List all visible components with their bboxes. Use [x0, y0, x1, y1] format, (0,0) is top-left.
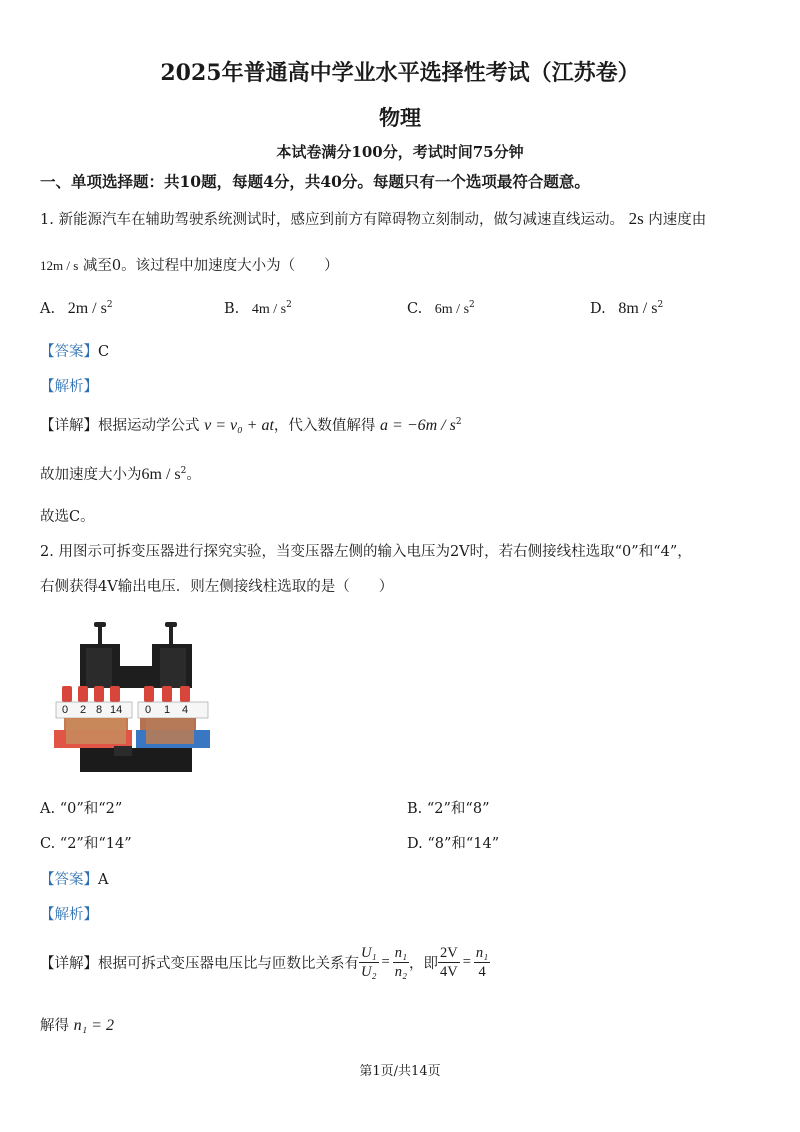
q2-option-b[interactable]	[407, 797, 489, 818]
detail-text: 根据运动学公式	[98, 418, 200, 434]
exam-title: 2025年普通高中学业水平选择性考试（江苏卷）	[160, 60, 640, 86]
option-letter: B.	[224, 300, 240, 317]
q1-conclusion: 故选C。	[40, 509, 95, 525]
answer-value: C	[98, 344, 110, 360]
q2-analysis-tag: 【解析】	[40, 907, 98, 923]
fraction-denominator: 4V	[440, 963, 458, 980]
option-text: “2”和“8”	[426, 801, 490, 817]
solve-value: n₁ = 2	[73, 1017, 114, 1034]
exam-info: 本试卷满分100分，考试时间75分钟	[276, 143, 524, 161]
q2-stem-line1: 2. 用图示可拆变压器进行探究实验，当变压器左侧的输入电压为2V时，若右侧接线柱选取“0”和“4”，	[40, 544, 692, 560]
q2-option-d[interactable]	[407, 832, 499, 853]
answer-tag: 【答案】	[40, 344, 98, 360]
solve-text: 解得	[40, 1018, 69, 1034]
answer-tag: 【答案】	[40, 872, 98, 888]
fraction-numerator: n₁	[394, 944, 407, 961]
option-letter: C.	[407, 300, 423, 317]
answer-value: A	[98, 872, 109, 888]
q1-option-c[interactable]	[407, 300, 475, 318]
q1-stem-line1	[40, 208, 706, 229]
option-value: 8m / s	[618, 300, 658, 317]
q1-answer	[40, 340, 109, 361]
q1-option-b[interactable]	[224, 300, 292, 318]
option-text: “2”和“14”	[59, 836, 132, 852]
fraction-numerator: n₁	[475, 944, 489, 961]
detail-mid: ，即	[409, 955, 438, 972]
magnitude-value: 6m / s	[141, 466, 181, 483]
q1-detail	[40, 414, 462, 435]
fraction-numerator: 2V	[440, 944, 458, 961]
option-exp: 2	[106, 300, 113, 311]
option-letter: D.	[407, 836, 423, 852]
option-letter: A.	[40, 801, 56, 817]
acceleration-result: a = −6m / s	[380, 417, 456, 434]
left-terminal-label-14: 14	[110, 704, 123, 716]
q1-option-d[interactable]	[590, 300, 663, 318]
option-letter: D.	[590, 301, 606, 317]
q1-time: 2s	[628, 209, 644, 228]
magnitude-text: 故加速度大小为	[40, 467, 142, 483]
fraction-numerator: U₁	[361, 944, 377, 961]
voltage-ratio-fraction	[359, 944, 379, 981]
turns-value-fraction	[474, 944, 490, 981]
transformer-illustration	[52, 618, 210, 776]
q2-option-a[interactable]	[40, 797, 122, 818]
voltage-value-fraction	[438, 944, 460, 981]
equals-sign: =	[381, 953, 390, 970]
option-exp: 2	[286, 300, 292, 310]
left-terminal-label-2: 2	[80, 704, 87, 716]
q1-stem-line2	[40, 254, 339, 275]
q1-stem-text: 1. 新能源汽车在辅助驾驶系统测试时，感应到前方有障碍物立刻制动，做匀减速直线运动。	[40, 212, 624, 228]
detail-mid: ，代入数值解得	[273, 418, 376, 434]
q2-answer	[40, 868, 108, 889]
magnitude-end: 。	[186, 467, 201, 483]
right-terminal-label-1: 1	[164, 704, 171, 716]
q2-solve	[40, 1014, 114, 1035]
right-terminal-label-0: 0	[145, 704, 152, 716]
option-text: “8”和“14”	[427, 836, 500, 852]
option-value: 2m / s	[67, 300, 107, 317]
exam-subject: 物理	[379, 105, 421, 130]
detail-text: 根据可拆式变压器电压比与匝数比关系有	[98, 955, 359, 972]
kinematics-formula: v = v₀ + at	[204, 417, 274, 434]
option-exp: 2	[657, 300, 664, 311]
detail-tag: 【详解】	[40, 955, 98, 972]
option-value: 6m / s	[434, 301, 470, 317]
q1-option-a[interactable]	[40, 300, 113, 318]
section-heading: 一、单项选择题：共10题，每题4分，共40分。每题只有一个选项最符合题意。	[40, 172, 590, 191]
turns-ratio-fraction	[393, 944, 409, 981]
q1-speed: 12m / s	[40, 258, 79, 273]
fraction-denominator: n₂	[394, 963, 407, 980]
option-text: “0”和“2”	[59, 801, 123, 817]
option-letter: B.	[407, 801, 423, 817]
fraction-denominator: 4	[478, 963, 486, 980]
left-terminal-label-0: 0	[62, 704, 69, 716]
q1-stem-text-b: 内速度由	[648, 212, 707, 228]
result-exp: 2	[455, 417, 462, 428]
page-number: 第1页/共14页	[359, 1064, 441, 1079]
option-letter: A.	[40, 301, 56, 317]
q1-analysis-tag: 【解析】	[40, 379, 98, 395]
magnitude-exp: 2	[180, 466, 187, 477]
q2-option-c[interactable]	[40, 832, 132, 853]
option-exp: 2	[469, 300, 475, 310]
q1-stem-text-c: 减至0。该过程中加速度大小为（ ）	[82, 258, 339, 274]
option-value: 4m / s	[251, 301, 287, 317]
left-terminal-label-8: 8	[96, 704, 103, 716]
q2-detail	[40, 940, 490, 984]
equals-sign: =	[462, 953, 471, 970]
option-letter: C.	[40, 836, 56, 852]
detail-tag: 【详解】	[40, 418, 98, 434]
right-terminal-label-4: 4	[182, 704, 189, 716]
fraction-denominator: U₂	[361, 963, 377, 980]
q1-magnitude	[40, 463, 201, 484]
q2-stem-line2: 右侧获得4V输出电压．则左侧接线柱选取的是（ ）	[40, 579, 394, 595]
transformer-figure	[52, 618, 210, 776]
